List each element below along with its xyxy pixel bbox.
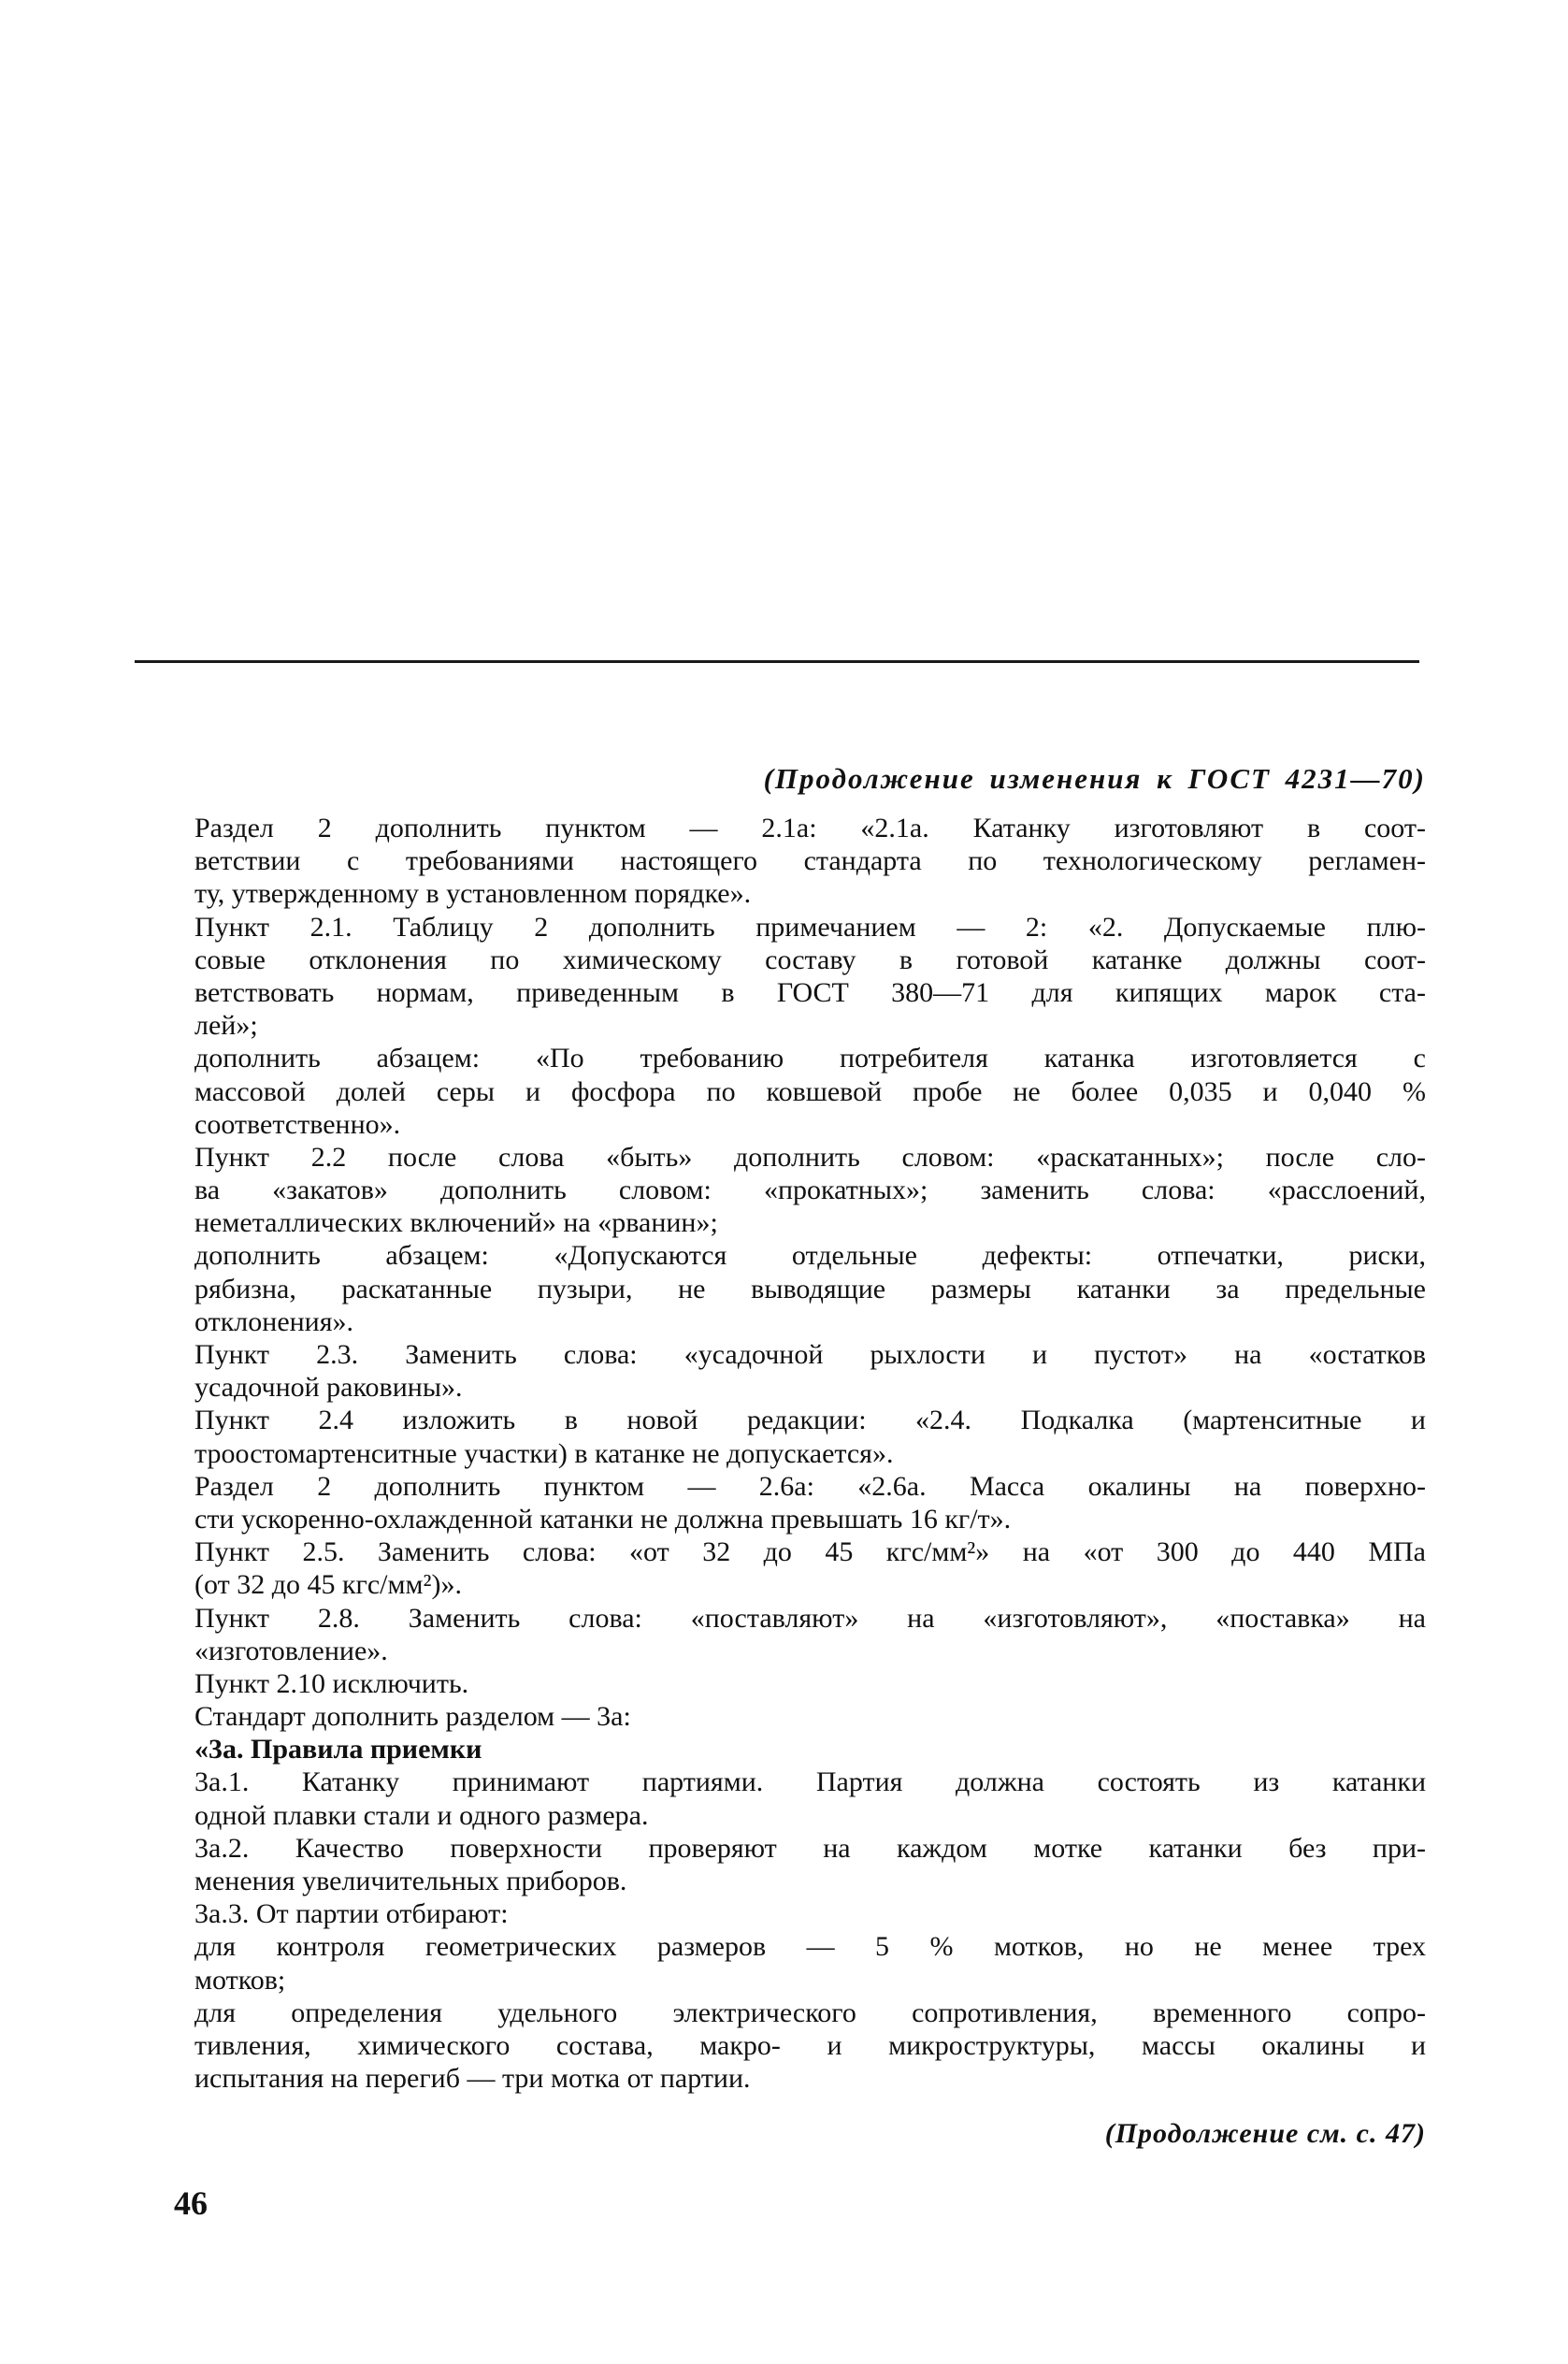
text-line: усадочной раковины». (194, 1372, 463, 1404)
running-header: (Продолжение изменения к ГОСТ 4231—70) (763, 762, 1426, 795)
text-line: отклонения». (194, 1305, 354, 1337)
header-rule (135, 660, 1419, 663)
paragraph (194, 1141, 1426, 1240)
paragraph (194, 1667, 1426, 1700)
text-line: одной плавки стали и одного размера. (194, 1799, 649, 1831)
text-line: лей»; (194, 1010, 258, 1042)
text-line: Пункт 2.8. Заменить слова: «поставляют» на «изготовляют», «поставка» на (194, 1602, 1426, 1634)
text-line: ветствовать нормам, приведенным в ГОСТ 380—71 для кипящих марок ста- (194, 976, 1426, 1008)
text-line: 3а.1. Катанку принимают партиями. Партия должна состоять из катанки (194, 1766, 1426, 1798)
paragraph (194, 1470, 1426, 1535)
text-line: мотков; (194, 1964, 286, 1996)
text-line: ту, утвержденному в установленном порядке». (194, 878, 752, 910)
text-line: Пункт 2.3. Заменить слова: «усадочной рыхлости и пустот» на «остатков (194, 1339, 1426, 1370)
text-line: менения увеличительных приборов. (194, 1866, 627, 1896)
continuation-note: (Продолжение см. с. 47) (1104, 2118, 1426, 2149)
text-line: испытания на перегиб — три мотка от партии. (194, 2063, 751, 2095)
paragraph (194, 1996, 1426, 2096)
text-line: Пункт 2.10 исключить. (194, 1667, 469, 1699)
text-line: 3а.3. От партии отбирают: (194, 1898, 509, 1930)
paragraph (194, 1239, 1426, 1338)
text-line: ва «закатов» дополнить словом: «прокатных»; заменить слова: «расслоений, (194, 1175, 1426, 1206)
text-line: для контроля геометрических размеров — 5 % мотков, но не менее трех (194, 1931, 1426, 1963)
text-line: неметаллических включений» на «рванин»; (194, 1207, 718, 1239)
text-line: сти ускоренно-охлажденной катанки не должна превышать 16 кг/т». (194, 1503, 1012, 1535)
text-line: массовой долей серы и фосфора по ковшевой пробе не более 0,035 и 0,040 % (194, 1075, 1426, 1107)
paragraph (194, 1832, 1426, 1897)
text-line: соответственно». (194, 1108, 401, 1140)
paragraph (194, 1733, 1426, 1766)
text-line: «изготовление». (194, 1635, 388, 1666)
paragraph (194, 812, 1426, 911)
paragraph (194, 1700, 1426, 1733)
text-line: Пункт 2.4 изложить в новой редакции: «2.4. Подкалка (мартенситные и (194, 1405, 1426, 1436)
text-line: «3а. Правила приемки (194, 1734, 482, 1766)
paragraph (194, 1404, 1426, 1469)
text-line: Пункт 2.2 после слова «быть» дополнить словом: «раскатанных»; после сло- (194, 1141, 1426, 1173)
paragraph (194, 1930, 1426, 1996)
page-number: 46 (174, 2184, 208, 2222)
text-line: тивления, химического состава, макро- и микроструктуры, массы окалины и (194, 2029, 1426, 2061)
document-body (194, 812, 1426, 2095)
text-line: троостомартенситные участки) в катанке не допускается». (194, 1437, 894, 1469)
paragraph (194, 911, 1426, 1043)
paragraph (194, 1766, 1426, 1831)
text-line: Раздел 2 дополнить пунктом — 2.1а: «2.1а. Катанку изготовляют в соот- (194, 813, 1426, 843)
text-line: совые отклонения по химическому составу в готовой катанке должны соот- (194, 944, 1426, 975)
text-line: рябизна, раскатанные пузыри, не выводящие размеры катанки за предельные (194, 1273, 1426, 1305)
text-line: Пункт 2.1. Таблицу 2 дополнить примечанием — 2: «2. Допускаемые плю- (194, 911, 1426, 943)
text-line: дополнить абзацем: «Допускаются отдельные дефекты: отпечатки, риски, (194, 1240, 1426, 1272)
paragraph (194, 1338, 1426, 1404)
text-line: Стандарт дополнить разделом — 3а: (194, 1701, 631, 1733)
paragraph (194, 1535, 1426, 1601)
text-line: ветствии с требованиями настоящего стандарта по технологическому регламен- (194, 845, 1426, 877)
paragraph (194, 1897, 1426, 1930)
text-line: 3а.2. Качество поверхности проверяют на каждом мотке катанки без при- (194, 1832, 1426, 1864)
paragraph (194, 1042, 1426, 1141)
text-line: Пункт 2.5. Заменить слова: «от 32 до 45 кгс/мм²» на «от 300 до 440 МПа (194, 1536, 1426, 1568)
text-line: Раздел 2 дополнить пунктом — 2.6а: «2.6а. Масса окалины на поверхно- (194, 1470, 1426, 1502)
paragraph (194, 1602, 1426, 1667)
text-line: (от 32 до 45 кгс/мм²)». (194, 1569, 462, 1601)
text-line: дополнить абзацем: «По требованию потребителя катанка изготовляется с (194, 1043, 1426, 1074)
text-line: для определения удельного электрического сопротивления, временного сопро- (194, 1996, 1426, 2028)
